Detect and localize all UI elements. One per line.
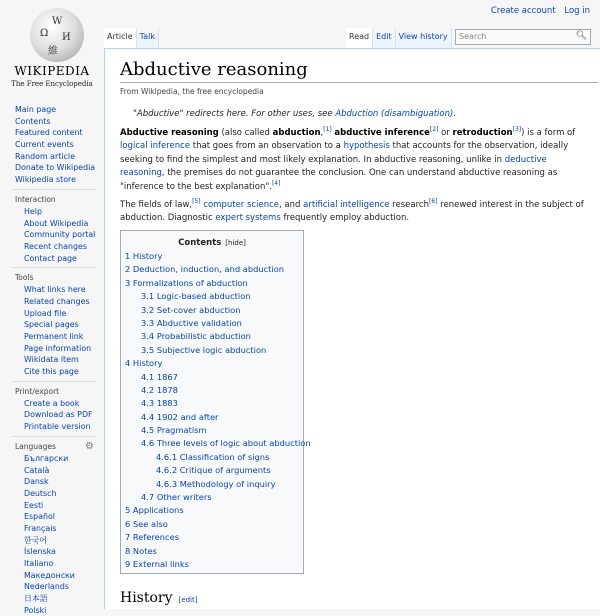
toc-item[interactable]: 7 References <box>125 532 180 543</box>
tagline: The Free Encyclopedia <box>11 80 93 88</box>
toc-item[interactable]: 4.6.2 Critique of arguments <box>156 465 271 476</box>
language-link[interactable]: Català <box>24 465 50 475</box>
sidebar-item-page-information[interactable]: Page information <box>24 343 92 353</box>
reference-link[interactable]: [6] <box>428 198 438 206</box>
toc-item[interactable]: 3 Formalizations of abduction <box>125 277 248 288</box>
sidebar-item-create-book[interactable]: Create a book <box>24 398 80 408</box>
tab-talk[interactable] <box>137 28 159 48</box>
text: frequently employ abduction. <box>280 213 410 224</box>
globe-glyph: 維 <box>48 46 58 57</box>
text: (also called <box>218 128 273 138</box>
computer-science-link[interactable]: computer science <box>203 200 279 210</box>
deductive-reasoning-link[interactable]: deductive reasoning <box>120 154 547 179</box>
view-tabs <box>346 28 452 48</box>
toc-item[interactable]: 6 See also <box>125 518 168 529</box>
sidebar-item-current-events[interactable]: Current events <box>15 140 74 150</box>
divider <box>12 189 96 190</box>
language-link[interactable]: Македонски <box>24 570 75 580</box>
search-icon[interactable]: 🔍︎ <box>575 31 587 41</box>
hatnote-suffix: . <box>453 109 457 119</box>
artificial-intelligence-link[interactable]: artificial intelligence <box>303 200 390 210</box>
toc-item[interactable]: 8 Notes <box>125 545 157 556</box>
table-of-contents <box>120 230 311 574</box>
site-subtitle: From Wikipedia, the free encyclopedia <box>120 87 264 96</box>
language-link[interactable]: Polski <box>24 605 47 615</box>
text: research <box>389 200 429 210</box>
tab-talk-label[interactable]: Talk <box>139 32 155 41</box>
tab-view-history[interactable] <box>396 28 452 48</box>
toc-item[interactable]: 4.5 Pragmatism <box>141 425 207 436</box>
language-link[interactable]: Italiano <box>24 559 54 568</box>
language-link[interactable]: Íslenska <box>24 547 56 557</box>
sidebar-item-related-changes[interactable]: Related changes <box>24 296 90 306</box>
globe-glyph: Ω <box>40 28 49 39</box>
text: that goes from an observation to a <box>190 141 344 152</box>
toc-item[interactable]: 3.2 Set-cover abduction <box>141 304 241 315</box>
hatnote-text: "Abductive" redirects here. For other uses, see <box>133 109 336 119</box>
language-link[interactable]: Español <box>24 512 55 522</box>
portal-heading: Interaction <box>15 194 56 204</box>
section-heading-history <box>120 590 197 606</box>
text: or <box>438 128 453 138</box>
toc-item[interactable]: 4.6.3 Methodology of inquiry <box>156 478 276 489</box>
sidebar-item-download-pdf[interactable]: Download as PDF <box>24 410 93 420</box>
logical-inference-link[interactable]: logical inference <box>120 141 191 152</box>
language-link[interactable]: 한국어 <box>24 535 47 545</box>
text: The fields of law, <box>120 200 193 210</box>
tab-article[interactable] <box>104 28 137 48</box>
toc-title <box>121 238 303 248</box>
toc-item[interactable]: 4.2 1878 <box>141 384 178 395</box>
bold-term: abduction <box>272 128 321 138</box>
sidebar-item-help[interactable]: Help <box>24 206 42 216</box>
page-title: Abductive reasoning <box>120 59 598 83</box>
sidebar-item-what-links-here[interactable]: What links here <box>24 285 86 295</box>
sidebar-item-contact[interactable]: Contact page <box>24 253 77 263</box>
language-link[interactable]: Français <box>24 523 57 533</box>
globe-glyph: W <box>52 16 63 27</box>
reference-link[interactable]: [4] <box>271 179 281 187</box>
globe-icon <box>30 8 84 62</box>
second-paragraph <box>120 199 590 226</box>
sidebar-item-contents[interactable]: Contents <box>15 116 51 126</box>
reference-link[interactable]: [1] <box>323 126 332 134</box>
bold-term: retroduction <box>452 128 513 138</box>
sidebar-print <box>0 387 104 433</box>
sidebar-item-recent-changes[interactable]: Recent changes <box>24 241 87 251</box>
sidebar-item-random-article[interactable]: Random article <box>15 151 75 161</box>
article-content <box>104 48 600 609</box>
toc-item[interactable]: 3.4 Probabilistic abduction <box>141 331 251 342</box>
reference-link[interactable]: [3] <box>512 126 522 134</box>
sidebar-item-permanent-link[interactable]: Permanent link <box>24 332 84 341</box>
toc-item[interactable]: 2 Deduction, induction, and abduction <box>125 264 285 275</box>
text: , and <box>279 200 304 210</box>
language-link[interactable]: Deutsch <box>24 488 57 498</box>
portal-heading <box>15 442 104 451</box>
toc-item[interactable]: 4.1 1867 <box>141 371 178 382</box>
divider <box>12 381 96 382</box>
tab-article-label[interactable]: Article <box>107 32 133 41</box>
section-edit-link[interactable]: [edit] <box>178 596 198 604</box>
text: that accounts for the observation, ideally seeking to find the simplest and most likely explanation. In abductive reasoning, unlike in <box>120 141 569 165</box>
sidebar-navigation <box>0 104 104 186</box>
language-link[interactable]: Eesti <box>24 500 44 510</box>
expert-systems-link[interactable]: expert systems <box>215 213 281 224</box>
divider <box>12 436 96 437</box>
portal-heading: Tools <box>15 273 34 283</box>
toc-item[interactable]: 3.5 Subjective logic abduction <box>141 344 267 355</box>
toc-hide-toggle[interactable]: [hide] <box>225 239 246 247</box>
text: ) is a form of <box>521 128 576 138</box>
toc-item[interactable]: 9 External links <box>125 558 189 569</box>
toc-item[interactable]: 4.3 1883 <box>141 398 178 409</box>
sidebar-item-main-page[interactable]: Main page <box>15 105 57 114</box>
bold-term: abductive inference <box>334 128 430 138</box>
reference-link[interactable]: [5] <box>192 198 201 206</box>
search-input[interactable] <box>456 30 572 43</box>
lead-paragraph: Abductive reasoning (also called abduction,[1] abductive inference[2] or retroduction[3]) is a form of logical inference that goes from an observation to a hypothesis that accounts for the observation, ideally seeking to find the simplest and most likely explanation. In abductive reasoning, unlike in deductive reasoning, the premises do not guarantee the conclusion. One can understand abductive reasoning as "inference to the best explanation".[4] <box>120 126 576 192</box>
sidebar-item-special-pages[interactable]: Special pages <box>24 320 79 330</box>
namespace-tabs <box>104 28 159 48</box>
tab-read[interactable] <box>346 28 373 48</box>
toc-item[interactable]: 1 History <box>125 251 163 261</box>
sidebar-item-featured-content[interactable]: Featured content <box>15 128 83 138</box>
sidebar <box>0 104 104 616</box>
language-link[interactable]: Български <box>24 453 69 463</box>
gear-icon[interactable]: ⚙ <box>85 440 94 452</box>
toc-item[interactable]: 4.7 Other writers <box>141 492 212 503</box>
toc-item[interactable]: 4 History <box>125 358 163 369</box>
sidebar-item-printable[interactable]: Printable version <box>24 422 91 432</box>
hypothesis-link[interactable]: hypothesis <box>343 141 390 152</box>
language-link[interactable]: 日本語 <box>24 594 48 604</box>
toc-item[interactable]: 5 Applications <box>125 505 184 516</box>
language-link[interactable]: Dansk <box>24 477 49 487</box>
globe-glyph: И <box>62 32 71 43</box>
tab-edit-label[interactable]: Edit <box>376 32 392 41</box>
create-account-link[interactable]: Create account <box>490 6 556 16</box>
toc-item[interactable]: 3.1 Logic-based abduction <box>141 291 251 302</box>
language-link[interactable]: Nederlands <box>24 582 70 592</box>
sidebar-interaction <box>0 195 104 264</box>
toc-heading: Contents <box>178 238 222 248</box>
sidebar-item-store[interactable]: Wikipedia store <box>15 175 76 185</box>
text: renewed interest in the subject of abduction. Diagnostic <box>120 200 584 224</box>
disambiguation-link[interactable]: Abduction (disambiguation) <box>335 109 454 119</box>
sidebar-item-donate[interactable]: Donate to Wikipedia <box>15 163 96 173</box>
tab-edit[interactable] <box>373 28 396 48</box>
section-title: History <box>120 590 173 606</box>
toc-item[interactable]: 4.4 1902 and after <box>141 411 219 422</box>
log-in-link[interactable]: Log in <box>564 6 590 16</box>
search-box <box>455 29 591 45</box>
portal-heading: Print/export <box>15 386 60 396</box>
text: , the premises do not guarantee the conclusion. One can understand abductive reasoning as "inference to the best explanation". <box>120 168 558 192</box>
tab-view-history-label[interactable]: View history <box>398 32 448 41</box>
toc-item[interactable]: 4.6 Three levels of logic about abduction <box>141 438 311 449</box>
wordmark: WIKIPEDIA <box>14 64 90 78</box>
sidebar-item-community-portal[interactable]: Community portal <box>24 230 96 240</box>
divider <box>12 267 96 268</box>
reference-link[interactable]: [2] <box>429 126 439 134</box>
sidebar-item-wikidata-item[interactable]: Wikidata item <box>24 355 79 365</box>
sidebar-tools <box>0 273 104 378</box>
bold-term: Abductive reasoning <box>120 128 219 138</box>
sidebar-item-cite[interactable]: Cite this page <box>24 367 79 377</box>
hatnote <box>133 109 456 119</box>
sidebar-item-upload-file[interactable]: Upload file <box>24 308 67 318</box>
tab-read-label[interactable]: Read <box>349 32 370 41</box>
sidebar-languages <box>0 442 104 616</box>
sidebar-item-about[interactable]: About Wikipedia <box>24 218 89 228</box>
toc-list <box>121 250 311 571</box>
toc-item[interactable]: 3.3 Abductive validation <box>141 317 242 328</box>
toc-item[interactable]: 4.6.1 Classification of signs <box>156 451 270 462</box>
personal-tools <box>485 6 590 16</box>
languages-heading: Languages <box>15 441 56 451</box>
